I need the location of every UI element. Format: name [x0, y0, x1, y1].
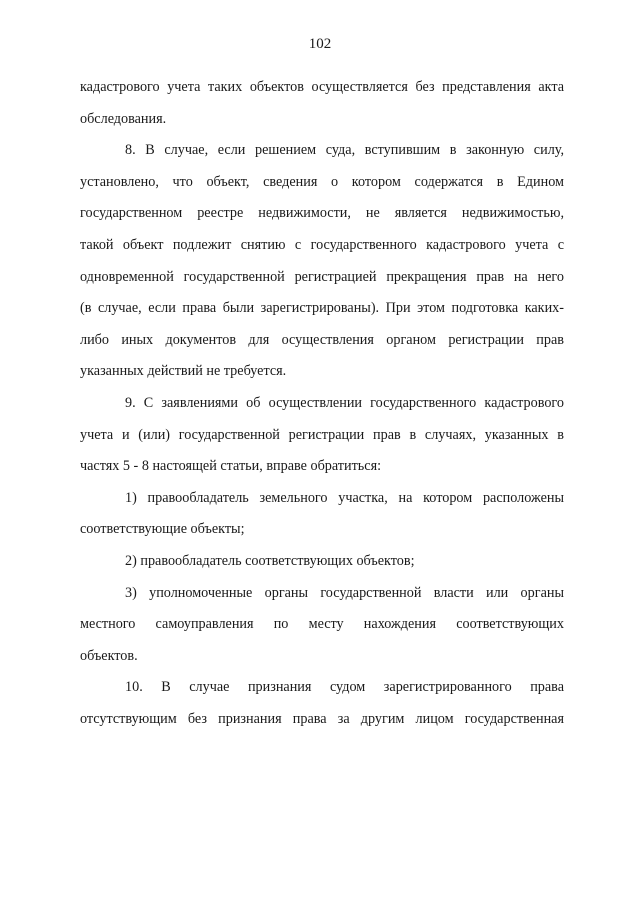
text-line: обследования. [80, 110, 167, 127]
text-line: (в случае, если права были зарегистрированы). При этом подготовка каких- [80, 300, 564, 317]
text-line: либо иных документов для осуществления органом регистрации прав [80, 331, 564, 348]
text-line: 3) уполномоченные органы государственной власти или органы [125, 584, 564, 601]
text-line: объектов. [80, 647, 138, 664]
body-text [80, 72, 564, 735]
text-line: указанных действий не требуется. [80, 363, 287, 380]
page-number: 102 [308, 36, 332, 52]
text-line: 9. С заявлениями об осуществлении государственного кадастрового [125, 394, 564, 411]
text-line: местного самоуправления по месту нахождения соответствующих [80, 616, 564, 633]
text-line: установлено, что объект, сведения о котором содержатся в Едином [80, 173, 564, 190]
text-line: государственном реестре недвижимости, не является недвижимостью, [80, 205, 564, 222]
text-line: соответствующие объекты; [80, 521, 245, 538]
text-line: частях 5 - 8 настоящей статьи, вправе обратиться: [80, 458, 382, 475]
text-line: учета и (или) государственной регистрации прав в случаях, указанных в [80, 426, 564, 443]
text-line: 1) правообладатель земельного участка, на котором расположены [125, 489, 564, 506]
text-line: 8. В случае, если решением суда, вступившим в законную силу, [125, 142, 564, 159]
text-line: кадастрового учета таких объектов осуществляется без представления акта [80, 79, 564, 95]
text-line: 2) правообладатель соответствующих объектов; [125, 552, 415, 569]
text-line: отсутствующим без признания права за другим лицом государственная [80, 710, 564, 727]
text-line: 10. В случае признания судом зарегистрированного права [125, 679, 564, 696]
text-line: одновременной государственной регистрацией прекращения прав на него [80, 268, 564, 285]
text-line: такой объект подлежит снятию с государственного кадастрового учета с [80, 236, 564, 253]
